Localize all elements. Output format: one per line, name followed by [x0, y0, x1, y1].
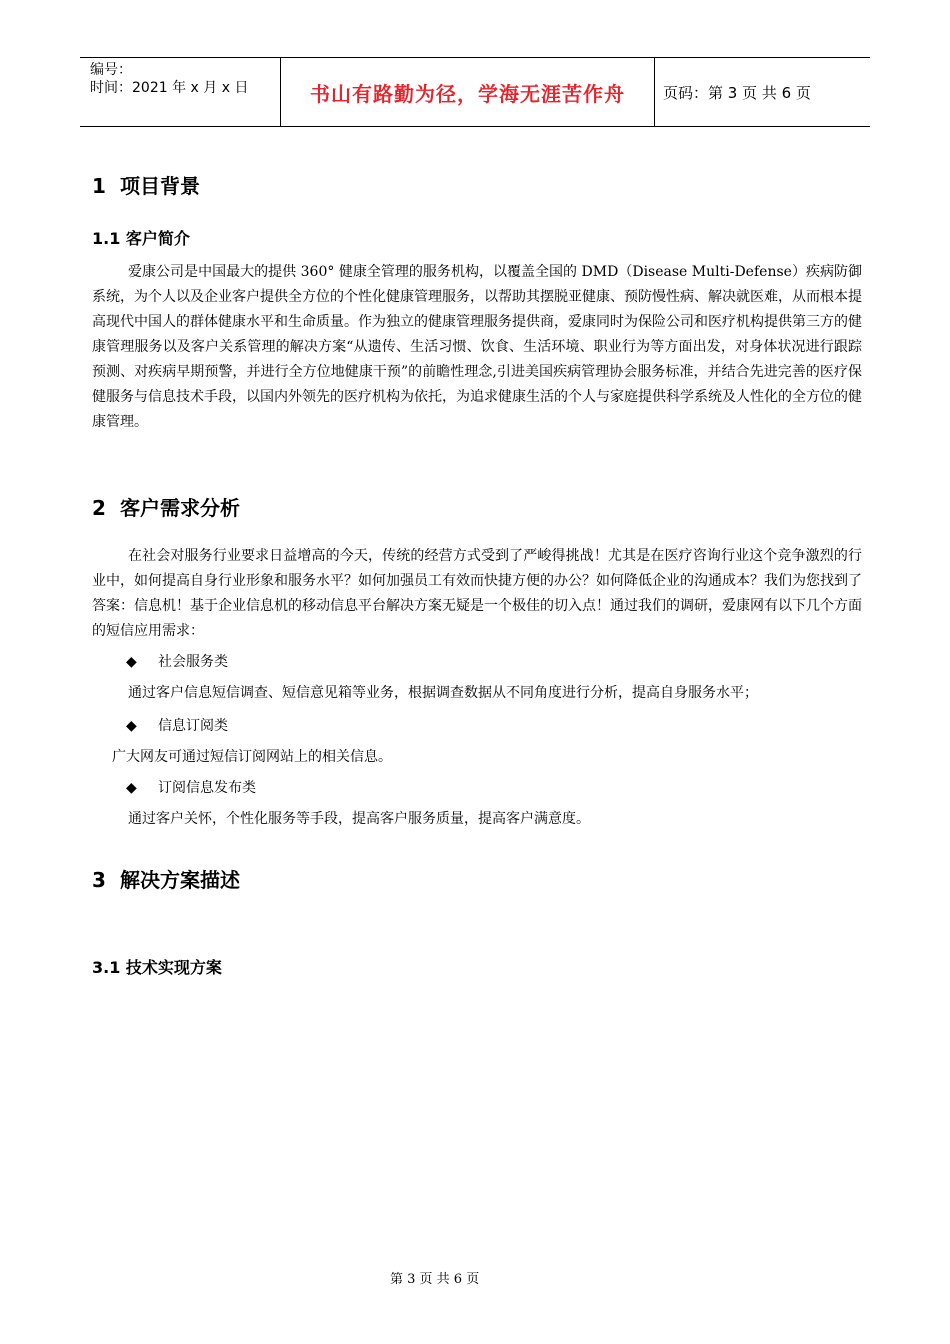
page-footer: 第 3 页 共 6 页	[390, 1272, 480, 1287]
diamond-bullet-icon: ◆	[126, 654, 137, 670]
client-intro-paragraph: 爱康公司是中国最大的提供 360° 健康全管理的服务机构，以覆盖全国的 DMD（Disease Multi-Defense）疾病防御系统，为个人以及企业客户提供全方位的个性化健康管理服务，以帮助其摆脱亚健康、预防慢性病、解决就医难，从而根本提高现代中国人的群体健康水平和生命质量。作为独立的健康管理服务提供商，爱康同时为保险公司和医疗机构提供第三方的健康管理服务以及客户关系管理的解决方案“从遗传、生活习惯、饮食、生活环境、职业行为等方面出发，对身体状况进行跟踪预测、对疾病早期预警，并进行全方位地健康干预”的前瞻性理念,引进美国疾病管理协会服务标准，并结合先进完善的医疗保健服务与信息技术手段，以国内外领先的医疗机构为依托，为追求健康生活的个人与家庭提供科学系统及人性化的全方位的健康管理。	[92, 264, 862, 430]
document-time: 时间：2021 年 x 月 x 日	[90, 80, 249, 96]
document-number-label: 编号：	[90, 62, 132, 78]
header-motto: 书山有路勤为径，学海无涯苦作舟	[281, 58, 655, 126]
document-body	[92, 170, 862, 978]
section-1-1-heading: 1.1 客户简介	[92, 229, 190, 248]
header-page-info: 页码：第 3 页 共 6 页	[663, 83, 811, 102]
section-2-heading: 2 客户需求分析	[92, 496, 240, 520]
bullet-item-social-service: ◆ 社会服务类	[92, 650, 862, 675]
bullet-item-publish: ◆ 订阅信息发布类	[92, 776, 862, 801]
diamond-bullet-icon: ◆	[126, 780, 137, 796]
section-1-heading: 1 项目背景	[92, 174, 200, 198]
section-3-1-heading: 3.1 技术实现方案	[92, 958, 222, 977]
diamond-bullet-icon: ◆	[126, 718, 137, 734]
info-subscription-text: 广大网友可通过短信订阅网站上的相关信息。	[112, 749, 392, 765]
page-header	[80, 57, 870, 127]
header-meta	[80, 58, 281, 126]
publish-text: 通过客户关怀，个性化服务等手段，提高客户服务质量，提高客户满意度。	[128, 811, 590, 827]
social-service-text: 通过客户信息短信调查、短信意见箱等业务，根据调查数据从不同角度进行分析，提高自身服务水平；	[128, 685, 758, 701]
section-3-heading: 3 解决方案描述	[92, 868, 240, 892]
needs-analysis-paragraph: 在社会对服务行业要求日益增高的今天，传统的经营方式受到了严峻得挑战！尤其是在医疗咨询行业这个竞争激烈的行业中，如何提高自身行业形象和服务水平？如何加强员工有效而快捷方便的办公？如何降低企业的沟通成本？我们为您找到了答案：信息机！基于企业信息机的移动信息平台解决方案无疑是一个极佳的切入点！通过我们的调研，爱康网有以下几个方面的短信应用需求：	[92, 548, 862, 639]
bullet-item-info-subscription: ◆ 信息订阅类	[92, 714, 862, 739]
